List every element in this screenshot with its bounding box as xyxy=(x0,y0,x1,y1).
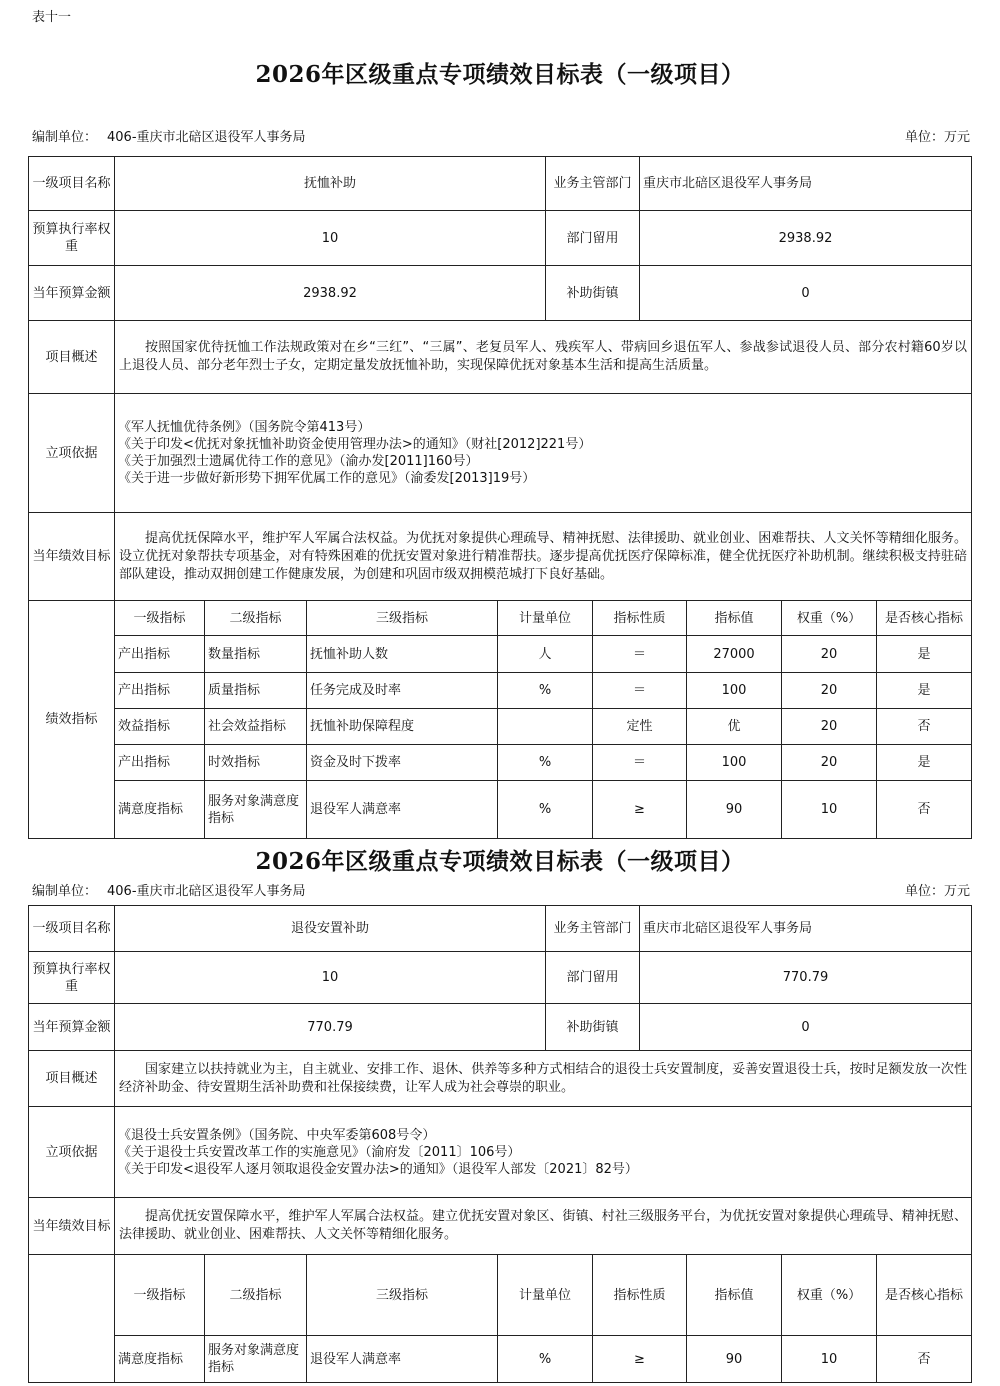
indicator-cell: 社会效益指标 xyxy=(204,708,307,745)
dept-value: 重庆市北碚区退役军人事务局 xyxy=(639,156,972,211)
compiler-line xyxy=(32,126,970,144)
currency-unit: 单位：万元 xyxy=(904,130,970,145)
indicator-cell: 90 xyxy=(686,780,782,839)
indicator-cell: ≥ xyxy=(592,1335,687,1383)
dept-retain-value: 770.79 xyxy=(639,951,972,1004)
basis-item: 《关于印发<退役军人逐月领取退役金安置办法>的通知》（退役军人部发〔2021〕82号） xyxy=(118,1161,638,1177)
indicator-cell: 时效指标 xyxy=(204,744,307,781)
budget-label: 当年预算金额 xyxy=(28,265,115,321)
indicator-cell: ＝ xyxy=(592,744,687,781)
indicator-cell: 人 xyxy=(497,635,593,673)
subsidy-town-value: 0 xyxy=(639,265,972,321)
overview-label: 项目概述 xyxy=(28,1050,115,1107)
indicator-cell: 10 xyxy=(781,1335,877,1383)
project-name-value: 退役安置补助 xyxy=(114,905,546,952)
indicator-header: 三级指标 xyxy=(306,600,498,636)
overview-label: 项目概述 xyxy=(28,320,115,394)
indicator-cell: 效益指标 xyxy=(114,708,205,745)
indicator-header: 二级指标 xyxy=(204,600,307,636)
indicator-header: 计量单位 xyxy=(497,600,593,636)
compiler-unit xyxy=(32,126,306,145)
indicators-label xyxy=(28,1254,115,1383)
subsidy-town-label: 补助街镇 xyxy=(545,265,640,321)
indicator-cell: 100 xyxy=(686,672,782,709)
indicator-cell: ≥ xyxy=(592,780,687,839)
basis-cell xyxy=(114,1106,972,1198)
compiler-line xyxy=(32,880,970,898)
indicator-cell: 任务完成及时率 xyxy=(306,672,498,709)
project-name-value: 抚恤补助 xyxy=(114,156,546,211)
indicator-cell: 产出指标 xyxy=(114,672,205,709)
indicator-cell: 满意度指标 xyxy=(114,780,205,839)
indicator-cell: 100 xyxy=(686,744,782,781)
indicator-cell: 20 xyxy=(781,708,877,745)
indicator-header: 指标值 xyxy=(686,600,782,636)
indicator-cell: 产出指标 xyxy=(114,635,205,673)
basis-item: 《关于退役士兵安置改革工作的实施意见》（渝府发〔2011〕106号） xyxy=(118,1144,521,1160)
indicator-cell: 20 xyxy=(781,672,877,709)
dept-value: 重庆市北碚区退役军人事务局 xyxy=(639,905,972,952)
indicator-cell: 抚恤补助人数 xyxy=(306,635,498,673)
goal-text: 提高优抚安置保障水平，维护军人军属合法权益。建立优抚安置对象区、街镇、村社三级服务平台，为优抚安置对象提供心理疏导、精神抚慰、法律援助、就业创业、困难帮扶、人文关怀等精细化服务。 xyxy=(119,1209,967,1242)
indicator-cell: 抚恤补助保障程度 xyxy=(306,708,498,745)
indicator-header: 一级指标 xyxy=(114,600,205,636)
budget-value: 2938.92 xyxy=(114,265,546,321)
indicator-header: 一级指标 xyxy=(114,1254,205,1336)
indicator-cell: 10 xyxy=(781,780,877,839)
compiler-value: 406-重庆市北碚区退役军人事务局 xyxy=(107,884,306,899)
indicator-header: 指标性质 xyxy=(592,600,687,636)
indicator-header: 指标值 xyxy=(686,1254,782,1336)
indicator-cell: ＝ xyxy=(592,672,687,709)
compiler-unit xyxy=(32,880,306,899)
overview-text: 按照国家优待抚恤工作法规政策对在乡“三红”、“三属”、老复员军人、残疾军人、带病回乡退伍军人、参战参试退役人员、部分农村籍60岁以上退役人员、部分老年烈士子女，定期定量发放抚恤补助，实现保障优抚对象基本生活和提高生活质量。 xyxy=(119,340,967,373)
compiler-value: 406-重庆市北碚区退役军人事务局 xyxy=(107,130,306,145)
goal-cell xyxy=(114,512,972,601)
indicator-cell: 服务对象满意度指标 xyxy=(204,1335,307,1383)
goal-label: 当年绩效目标 xyxy=(28,1197,115,1255)
budget-label: 当年预算金额 xyxy=(28,1003,115,1051)
indicator-cell: 优 xyxy=(686,708,782,745)
indicator-cell: ＝ xyxy=(592,635,687,673)
indicator-cell: 否 xyxy=(876,780,972,839)
indicator-cell: 质量指标 xyxy=(204,672,307,709)
basis-label: 立项依据 xyxy=(28,393,115,513)
overview-text: 国家建立以扶持就业为主，自主就业、安排工作、退休、供养等多种方式相结合的退役士兵安置制度，妥善安置退役士兵，按时足额发放一次性经济补助金、待安置期生活补助费和社保接续费，让军人成为社会尊崇的职业。 xyxy=(119,1061,967,1095)
basis-list xyxy=(118,1127,638,1178)
budget-value: 770.79 xyxy=(114,1003,546,1051)
basis-item: 《军人抚恤优待条例》（国务院令第413号） xyxy=(118,420,371,435)
basis-item: 《关于加强烈士遗属优待工作的意见》（渝办发[2011]160号） xyxy=(118,454,479,469)
goal-text: 提高优抚保障水平，维护军人军属合法权益。为优抚对象提供心理疏导、精神抚慰、法律援助、就业创业、困难帮扶、人文关怀等精细化服务。设立优抚对象帮扶专项基金，对有特殊困难的优抚安置对象进行精准帮扶。逐步提高优抚医疗保障标准，健全优抚医疗补助机制。继续积极支持驻碚部队建设，推动双拥创建工作健康发展，为创建和巩固市级双拥模范城打下良好基础。 xyxy=(119,530,967,582)
exec-weight-value: 10 xyxy=(114,210,546,266)
indicator-header: 权重（%） xyxy=(781,1254,877,1336)
basis-item: 《关于印发<优抚对象抚恤补助资金使用管理办法>的通知》（财社[2012]221号） xyxy=(118,437,592,452)
indicator-header: 三级指标 xyxy=(306,1254,498,1336)
basis-list xyxy=(118,419,591,487)
currency-unit: 单位：万元 xyxy=(904,884,970,899)
indicator-header: 是否核心指标 xyxy=(876,600,972,636)
indicator-header: 指标性质 xyxy=(592,1254,687,1336)
compiler-label: 编制单位： xyxy=(32,884,98,899)
goal-cell xyxy=(114,1197,972,1255)
indicators-label: 绩效指标 xyxy=(28,600,115,839)
basis-item: 《退役士兵安置条例》（国务院、中央军委第608号令） xyxy=(118,1127,436,1143)
dept-label: 业务主管部门 xyxy=(545,905,640,952)
exec-weight-value: 10 xyxy=(114,951,546,1004)
basis-label: 立项依据 xyxy=(28,1106,115,1198)
overview-cell xyxy=(114,320,972,394)
dept-retain-label: 部门留用 xyxy=(545,210,640,266)
indicator-cell: 20 xyxy=(781,744,877,781)
indicator-cell: 产出指标 xyxy=(114,744,205,781)
indicator-header: 二级指标 xyxy=(204,1254,307,1336)
table-title: 2026年区级重点专项绩效目标表（一级项目） xyxy=(255,61,745,88)
indicator-cell: 否 xyxy=(876,1335,972,1383)
indicator-cell: 退役军人满意率 xyxy=(306,780,498,839)
indicator-cell: % xyxy=(497,1335,593,1383)
indicator-header: 计量单位 xyxy=(497,1254,593,1336)
subsidy-town-label: 补助街镇 xyxy=(545,1003,640,1051)
indicator-cell: 数量指标 xyxy=(204,635,307,673)
indicator-cell: 满意度指标 xyxy=(114,1335,205,1383)
indicator-cell xyxy=(497,708,593,745)
overview-cell xyxy=(114,1050,972,1107)
indicator-cell: 定性 xyxy=(592,708,687,745)
indicator-cell: 退役军人满意率 xyxy=(306,1335,498,1383)
table-number: 表十一 xyxy=(32,10,72,25)
exec-weight-label: 预算执行率权重 xyxy=(28,210,115,266)
indicator-cell: 27000 xyxy=(686,635,782,673)
basis-cell xyxy=(114,393,972,513)
basis-item: 《关于进一步做好新形势下拥军优属工作的意见》（渝委发[2013]19号） xyxy=(118,471,536,486)
indicator-cell: 是 xyxy=(876,744,972,781)
indicator-cell: 20 xyxy=(781,635,877,673)
indicator-header: 是否核心指标 xyxy=(876,1254,972,1336)
dept-label: 业务主管部门 xyxy=(545,156,640,211)
indicator-cell: 否 xyxy=(876,708,972,745)
indicator-cell: % xyxy=(497,672,593,709)
indicator-cell: 资金及时下拨率 xyxy=(306,744,498,781)
subsidy-town-value: 0 xyxy=(639,1003,972,1051)
project-name-label: 一级项目名称 xyxy=(28,156,115,211)
project-name-label: 一级项目名称 xyxy=(28,905,115,952)
indicator-header: 权重（%） xyxy=(781,600,877,636)
indicator-cell: 服务对象满意度指标 xyxy=(204,780,307,839)
indicator-cell: % xyxy=(497,780,593,839)
dept-retain-value: 2938.92 xyxy=(639,210,972,266)
indicator-cell: 是 xyxy=(876,672,972,709)
goal-label: 当年绩效目标 xyxy=(28,512,115,601)
indicator-cell: 是 xyxy=(876,635,972,673)
compiler-label: 编制单位： xyxy=(32,130,98,145)
exec-weight-label: 预算执行率权重 xyxy=(28,951,115,1004)
table-title: 2026年区级重点专项绩效目标表（一级项目） xyxy=(255,848,745,875)
indicator-cell: % xyxy=(497,744,593,781)
dept-retain-label: 部门留用 xyxy=(545,951,640,1004)
indicator-cell: 90 xyxy=(686,1335,782,1383)
